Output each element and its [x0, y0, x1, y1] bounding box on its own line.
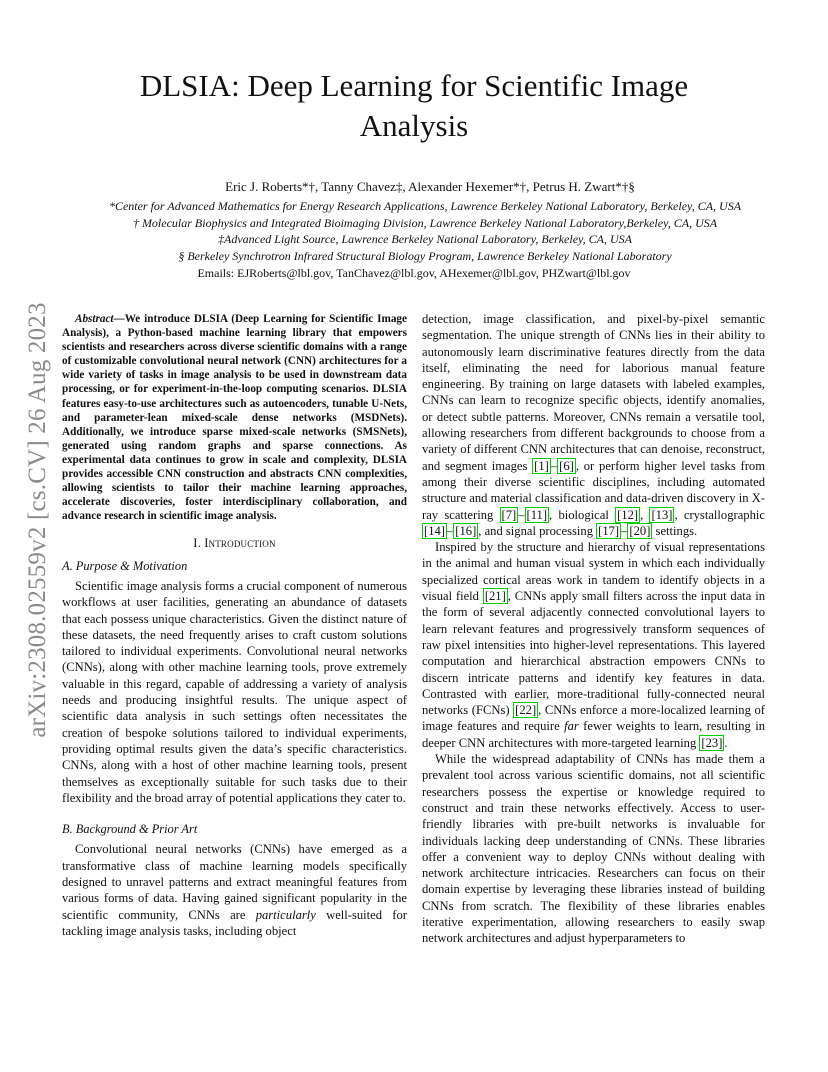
citation-link[interactable]: [16] — [455, 523, 477, 538]
text-run: , crystallographic — [674, 507, 765, 522]
abstract — [62, 312, 407, 523]
text-run: Convolutional neural networks (CNNs) have emerged as a transformative class of machine learning models specifically designed to unravel patterns and extract meaningful features from various forms of data. Having gained significant popularity in the scientific community, CNNs are — [62, 842, 407, 922]
citation-link[interactable]: [13] — [651, 507, 673, 522]
text-run: , and signal processing — [478, 523, 597, 538]
text-run: , biological — [549, 507, 616, 522]
paragraph-visual-hierarchy — [422, 539, 765, 751]
citation-link[interactable]: [20] — [629, 523, 651, 538]
text-run: . — [724, 735, 728, 750]
section-title: Introduction — [204, 536, 276, 551]
text-run: fewer weights to learn, resulting in deeper CNN architectures with more-targeted learning — [422, 719, 766, 750]
affiliation-1: *Center for Advanced Mathematics for Energy Research Applications, Lawrence Berkeley National Laboratory, Berkeley, CA, USA — [108, 199, 742, 213]
affiliation-4: § Berkeley Synchrotron Infrared Structural Biology Program, Lawrence Berkeley National Laboratory — [178, 248, 672, 263]
citation-link[interactable]: [11] — [526, 507, 548, 522]
paragraph-purpose: Scientific image analysis forms a crucial component of numerous workflows at user facilities, generating an abundance of datasets that each possess unique characteristics. Given the distinct nature of these datasets, the need frequently arises to craft custom solutions tailored to individual experiments. Convolutional neural networks (CNNs), along with other machine learning tools, prove extremely valuable in this regard, capable of addressing a variety of analysis needs and producing insightful results. The unique aspect of scientific data analysis in such settings often necessitates the creation of bespoke solutions tailored to individual experiments, providing optimal results given the data’s specific characteristics. CNNs, along with a host of other machine learning tools, present themselves as exceptionally suitable for such tasks due to their flexibility and the broad array of potential applications they cater to. — [62, 579, 407, 805]
citation-link[interactable]: [17] — [598, 523, 620, 538]
author-list — [60, 179, 800, 195]
text-run: Inspired by the structure and hierarchy of visual representations in the animal and human visual system in which each individually specialized cortical areas work in tandem to identify objects in a visual field — [422, 540, 765, 604]
paper-title: DLSIA: Deep Learning for Scientific Image Analysis — [139, 68, 689, 143]
text-run: , or perform higher level tasks from among their diverse scientific disciplines, including automated structure and material classification and data-driven discovery in X-ray scattering — [422, 458, 765, 522]
citation-link[interactable]: [14] — [424, 523, 445, 538]
emphasis: far — [564, 719, 579, 734]
abstract-lead: Abstract — [75, 313, 114, 325]
arxiv-identifier: arXiv:2308.02559v2 [cs.CV] 26 Aug 2023 — [24, 302, 51, 738]
citation-link[interactable]: [21] — [484, 589, 506, 604]
paragraph-cnn-strength — [422, 311, 765, 539]
text-run: well-suited for tackling image analysis tasks, including object — [62, 907, 407, 938]
paragraph-background — [62, 841, 407, 939]
authors-text: Eric J. Roberts*†, Tanny Chavez‡, Alexander Hexemer*†, Petrus H. Zwart*†§ — [225, 179, 635, 194]
citation-link[interactable]: [6] — [559, 458, 574, 473]
text-run: – — [446, 523, 454, 538]
citation-link[interactable]: [23] — [701, 735, 723, 750]
citation-link[interactable]: [7] — [501, 507, 517, 522]
text-run: , — [640, 507, 650, 522]
abstract-text: —We introduce DLSIA (Deep Learning for Scientific Image Analysis), a Python-based machine learning library that empowers scientists and researchers across diverse scientific domains with a range of customizable convolutional neural network (CNN) architectures for a wide variety of tasks in image analysis to be used in downstream data processing, or for experiment-in-the-loop computing scenarios. DLSIA features easy-to-use architectures such as autoencoders, tunable U-Nets, and parameter-lean mixed-scale dense networks (MSDNets). Additionally, we introduce sparse mixed-scale networks (SMSNets), generated using random graphs and sparse connections. As experimental data continues to grow in scale and complexity, DLSIA provides accessible CNN construction and abstracts CNN complexities, allowing scientists to tailor their machine learning approaches, accelerate discoveries, foster interdisciplinary collaboration, and advance research in scientific image analysis. — [62, 313, 407, 523]
affiliation-2: † Molecular Biophysics and Integrated Bioimaging Division, Lawrence Berkeley National Laboratory,Berkeley, CA, USA — [132, 215, 718, 230]
text-run: – — [621, 523, 628, 538]
affiliation-3: ‡Advanced Light Source, Lawrence Berkeley National Laboratory, Berkeley, CA, USA — [217, 232, 633, 247]
text-run: – — [518, 507, 525, 522]
text-run: – — [550, 458, 558, 473]
text-run: , CNNs enforce a more-localized learning of image features and require — [422, 703, 765, 734]
section-number: I. — [193, 536, 205, 551]
text-run: settings. — [652, 523, 698, 538]
emphasis: particularly — [255, 907, 316, 922]
affiliations — [40, 198, 810, 264]
subsection-heading-background: B. Background & Prior Art — [62, 822, 198, 837]
subsection-heading-purpose: A. Purpose & Motivation — [62, 558, 188, 573]
paragraph-libraries: While the widespread adaptability of CNNs has made them a prevalent tool across various scientific domains, not all scientific researchers possess the expertise or knowledge required to construct and train these networks effectively. Access to user-friendly libraries with pre-built networks is invaluable for individuals lacking deep understanding of CNNs. These libraries offer a convenient way to deploy CNNs without dealing with network architecture intricacies. Researchers can focus on their domain expertise by leveraging these libraries instead of building CNNs from scratch. The flexibility of these libraries enables iterative experimentation, allowing researchers to easily swap network architectures and adjust hyperparameters to — [422, 752, 765, 946]
arxiv-sidebar — [21, 280, 55, 760]
text-run: detection, image classification, and pixel-by-pixel semantic segmentation. The unique strength of CNNs lies in their ability to autonomously learn discriminative features directly from the data itself, eliminating the need for laborious manual feature engineering. By training on large datasets with labeled examples, CNNs can learn to recognize specific objects, identify anomalies, or detect subtle patterns. Moreover, CNNs remain a versatile tool, allowing researchers from different backgrounds to choose from a variety of different CNN architectures that can denoise, reconstruct, and segment images — [422, 312, 765, 473]
section-heading-introduction — [62, 535, 407, 551]
citation-link[interactable]: [12] — [617, 507, 639, 522]
right-column — [422, 311, 765, 947]
citation-link[interactable]: [22] — [515, 703, 537, 718]
citation-link[interactable]: [1] — [534, 458, 549, 473]
author-emails: Emails: EJRoberts@lbl.gov, TanChavez@lbl.gov, AHexemer@lbl.gov, PHZwart@lbl.gov — [197, 266, 631, 280]
left-column — [62, 312, 407, 939]
text-run: , CNNs apply small filters across the input data in the form of several adjacently connected convolutional layers to learn relevant features and progressively transform sequences of raw pixel intensities into higher-level representations. This layered computation and hierarchical abstraction empowers CNNs to discern intricate patterns and identify key features in data. Contrasted with earlier, more-traditional fully-connected neural networks (FCNs) — [422, 589, 765, 718]
